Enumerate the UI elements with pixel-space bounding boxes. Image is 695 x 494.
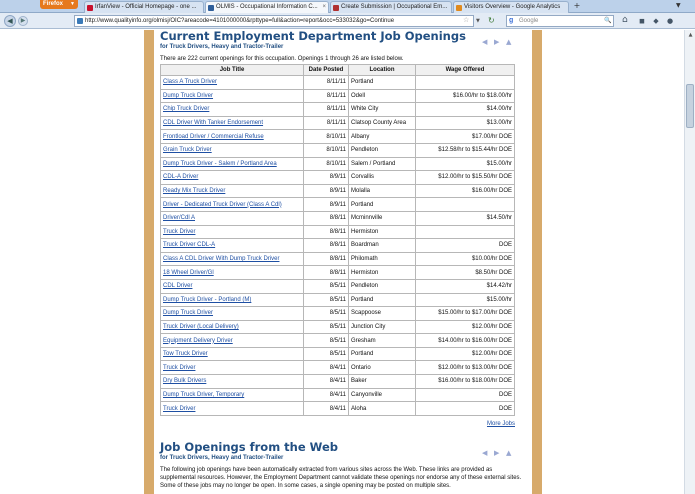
wage-offered: $10.00/hr DOE — [416, 252, 515, 266]
job-location: Pendleton — [349, 143, 416, 157]
job-title-link[interactable]: Driver - Dedicated Truck Driver (Class A Cdl) — [161, 198, 304, 212]
job-location: Scappoose — [349, 307, 416, 321]
back-button[interactable]: ◀ — [4, 15, 16, 27]
date-posted: 8/5/11 — [304, 347, 349, 361]
job-location: Portland — [349, 293, 416, 307]
job-location: Canyonville — [349, 388, 416, 402]
tab-google-analytics[interactable] — [453, 1, 569, 13]
wage-offered: $12.00/hr to $13.00/hr DOE — [416, 361, 515, 375]
date-posted: 8/8/11 — [304, 211, 349, 225]
job-openings-table — [160, 64, 515, 416]
date-posted: 8/5/11 — [304, 307, 349, 321]
page-viewport — [0, 30, 695, 494]
job-title-link[interactable]: Dump Truck Driver - Portland (M) — [161, 293, 304, 307]
wage-offered: $12.00/hr DOE — [416, 347, 515, 361]
job-location: Aloha — [349, 402, 416, 416]
job-title-link[interactable]: 18 Wheel Driver/Gl — [161, 266, 304, 280]
table-row — [161, 334, 515, 348]
job-title-link[interactable]: Class A CDL Driver With Dump Truck Driver — [161, 252, 304, 266]
irfanview-favicon-icon — [87, 5, 93, 11]
web-openings-intro: The following job openings have been automatically extracted from various sites across the Web. These links are provided as supplemental resources. However, the Employment Department cannot validate these openings nor endorse any of these external sites. Some of these jobs may no longer be open. In some cases, a single opening may be posted on multiple sites. — [160, 466, 522, 489]
table-row — [161, 279, 515, 293]
table-row — [161, 89, 515, 103]
date-posted: 8/8/11 — [304, 266, 349, 280]
job-title-link[interactable]: Dry Bulk Drivers — [161, 375, 304, 389]
table-row — [161, 143, 515, 157]
vertical-scrollbar[interactable] — [684, 30, 695, 494]
date-posted: 8/5/11 — [304, 293, 349, 307]
date-posted: 8/9/11 — [304, 198, 349, 212]
table-row — [161, 171, 515, 185]
job-title-link[interactable]: Dump Truck Driver — [161, 89, 304, 103]
table-row — [161, 252, 515, 266]
job-location: Molalla — [349, 184, 416, 198]
column-header: Location — [349, 65, 416, 76]
table-row — [161, 293, 515, 307]
job-location: White City — [349, 103, 416, 117]
openings-title: Current Employment Department Job Openings — [160, 30, 466, 43]
table-row — [161, 157, 515, 171]
addon-icon[interactable]: ● — [666, 17, 674, 25]
analytics-favicon-icon — [456, 5, 462, 11]
olmis-favicon-icon — [208, 5, 214, 11]
tab-create-submission[interactable] — [330, 1, 452, 13]
table-row — [161, 266, 515, 280]
next-page-icon[interactable]: ▶ — [494, 448, 500, 457]
url-bar[interactable] — [74, 15, 474, 27]
tab-bar — [0, 0, 695, 13]
addon-icon[interactable]: ◆ — [653, 17, 659, 25]
job-title-link[interactable]: Tow Truck Driver — [161, 347, 304, 361]
close-tab-icon[interactable]: × — [322, 4, 326, 10]
tab-title: Create Submission | Occupational Em... — [341, 4, 448, 10]
web-openings-title: Job Openings from the Web — [160, 439, 338, 454]
scroll-up-icon[interactable]: ▲ — [688, 32, 693, 38]
job-title-link[interactable]: Frontload Driver / Commercial Refuse — [161, 130, 304, 144]
tab-title: Visitors Overview - Google Analytics — [464, 4, 561, 10]
wage-offered: $17.00/hr DOE — [416, 130, 515, 144]
wage-offered: $15.00/hr — [416, 293, 515, 307]
job-location: Odell — [349, 89, 416, 103]
wage-offered: $14.00/hr — [416, 103, 515, 117]
job-location: Boardman — [349, 239, 416, 253]
job-location: Philomath — [349, 252, 416, 266]
main-content — [160, 30, 525, 490]
column-header: Date Posted — [304, 65, 349, 76]
job-location: Mcminnville — [349, 211, 416, 225]
date-posted: 8/5/11 — [304, 334, 349, 348]
table-row — [161, 198, 515, 212]
job-location: Corvallis — [349, 171, 416, 185]
wage-offered — [416, 198, 515, 212]
firefox-menu-label: Firefox — [43, 1, 64, 7]
wage-offered: $16.00/hr to $18.00/hr — [416, 89, 515, 103]
table-row — [161, 239, 515, 253]
job-title-link[interactable]: CDL Driver — [161, 279, 304, 293]
wage-offered — [416, 76, 515, 90]
date-posted: 8/4/11 — [304, 402, 349, 416]
new-tab-button[interactable]: + — [573, 1, 581, 10]
date-posted: 8/11/11 — [304, 103, 349, 117]
table-row — [161, 103, 515, 117]
job-title-link[interactable]: Truck Driver — [161, 361, 304, 375]
job-rows — [161, 76, 515, 416]
date-posted: 8/11/11 — [304, 76, 349, 90]
web-openings-section — [160, 441, 525, 490]
job-title-link[interactable]: Equipment Delivery Driver — [161, 334, 304, 348]
job-location: Baker — [349, 375, 416, 389]
tab-title: OLMIS - Occupational Information C... — [216, 4, 318, 10]
table-row — [161, 388, 515, 402]
reload-icon[interactable]: ↻ — [488, 16, 495, 25]
wage-offered: DOE — [416, 388, 515, 402]
job-title-link[interactable]: CDL Driver With Tanker Endorsement — [161, 116, 304, 130]
wage-offered — [416, 225, 515, 239]
job-location: Ontario — [349, 361, 416, 375]
table-row — [161, 211, 515, 225]
wage-offered: $16.00/hr DOE — [416, 184, 515, 198]
wage-offered: $15.00/hr to $17.00/hr DOE — [416, 307, 515, 321]
job-title-link[interactable]: Truck Driver — [161, 225, 304, 239]
date-posted: 8/10/11 — [304, 157, 349, 171]
column-header: Job Title — [161, 65, 304, 76]
column-header: Wage Offered — [416, 65, 515, 76]
tab-title: IrfanView - Official Homepage - one ... — [95, 4, 197, 10]
table-row — [161, 375, 515, 389]
drupal-favicon-icon — [333, 5, 339, 11]
next-page-icon[interactable]: ▶ — [494, 38, 500, 46]
web-openings-subtitle: for Truck Drivers, Heavy and Tractor-Trailer — [160, 454, 284, 461]
wage-offered: $16.00/hr to $18.00/hr DOE — [416, 375, 515, 389]
job-title-link[interactable]: CDL-A Driver — [161, 171, 304, 185]
job-title-link[interactable]: Dump Truck Driver - Salem / Portland Area — [161, 157, 304, 171]
list-tabs-icon[interactable]: ▼ — [676, 2, 681, 9]
date-posted: 8/8/11 — [304, 252, 349, 266]
wage-offered: $13.00/hr — [416, 116, 515, 130]
wage-offered: $14.42/hr — [416, 279, 515, 293]
job-location: Portland — [349, 198, 416, 212]
table-row — [161, 402, 515, 416]
url-history-dropdown-icon[interactable]: ▼ — [476, 18, 480, 24]
wage-offered: $8.50/hr DOE — [416, 266, 515, 280]
job-location: Albany — [349, 130, 416, 144]
forward-button[interactable]: ▶ — [18, 16, 28, 26]
date-posted: 8/10/11 — [304, 143, 349, 157]
chevron-down-icon: ▼ — [70, 1, 75, 7]
previous-page-icon[interactable]: ◀ — [482, 448, 488, 457]
google-engine-icon[interactable]: g — [509, 17, 514, 24]
job-title-link[interactable]: Truck Driver CDL-A — [161, 239, 304, 253]
table-row — [161, 347, 515, 361]
wage-offered: $15.00/hr — [416, 157, 515, 171]
table-row — [161, 184, 515, 198]
job-title-link[interactable]: Driver/Cdl A — [161, 211, 304, 225]
top-of-page-icon[interactable]: ▲ — [506, 448, 512, 457]
table-row — [161, 320, 515, 334]
job-location: Salem / Portland — [349, 157, 416, 171]
wage-offered: $14.00/hr to $16.00/hr DOE — [416, 334, 515, 348]
table-row — [161, 361, 515, 375]
job-location: Portland — [349, 76, 416, 90]
job-location: Pendleton — [349, 279, 416, 293]
scrollbar-thumb[interactable] — [686, 84, 694, 128]
job-title-link[interactable]: Chip Truck Driver — [161, 103, 304, 117]
site-identity-icon[interactable] — [77, 18, 83, 24]
search-placeholder: Google — [519, 18, 539, 24]
job-location: Clatsop County Area — [349, 116, 416, 130]
table-row — [161, 76, 515, 90]
date-posted: 8/4/11 — [304, 361, 349, 375]
date-posted: 8/8/11 — [304, 225, 349, 239]
tab-olmis[interactable] — [205, 1, 329, 13]
job-title-link[interactable]: Truck Driver — [161, 402, 304, 416]
search-input[interactable] — [506, 15, 614, 27]
job-title-link[interactable]: Dump Truck Driver, Temporary — [161, 388, 304, 402]
date-posted: 8/5/11 — [304, 279, 349, 293]
date-posted: 8/9/11 — [304, 184, 349, 198]
table-row — [161, 116, 515, 130]
job-location: Junction City — [349, 320, 416, 334]
previous-page-icon[interactable]: ◀ — [482, 38, 488, 46]
job-title-link[interactable]: Class A Truck Driver — [161, 76, 304, 90]
date-posted: 8/4/11 — [304, 388, 349, 402]
table-row — [161, 307, 515, 321]
home-icon[interactable]: ⌂ — [622, 15, 628, 25]
wage-offered: DOE — [416, 239, 515, 253]
wage-offered: $12.00/hr DOE — [416, 320, 515, 334]
table-row — [161, 225, 515, 239]
wage-offered: $14.50/hr — [416, 211, 515, 225]
url-text: http://www.qualityinfo.org/olmisj/OIC?areacode=4101000000&rpttype=full&action=report&occ=533032&go=Continue — [85, 18, 395, 24]
date-posted: 8/11/11 — [304, 116, 349, 130]
job-title-link[interactable]: Dump Truck Driver — [161, 307, 304, 321]
date-posted: 8/8/11 — [304, 239, 349, 253]
job-location: Gresham — [349, 334, 416, 348]
firefox-menu-button[interactable] — [40, 0, 78, 9]
bookmark-star-icon[interactable]: ☆ — [463, 16, 470, 24]
wage-offered: $12.00/hr to $15.50/hr DOE — [416, 171, 515, 185]
navigation-bar — [0, 13, 695, 29]
left-sidebar-border — [144, 30, 154, 494]
job-title-link[interactable]: Truck Driver (Local Delivery) — [161, 320, 304, 334]
right-sidebar-border — [532, 30, 542, 494]
top-of-page-icon[interactable]: ▲ — [506, 38, 512, 46]
more-jobs-link[interactable]: More Jobs — [486, 420, 515, 427]
wage-offered: $12.58/hr to $15.44/hr DOE — [416, 143, 515, 157]
date-posted: 8/10/11 — [304, 130, 349, 144]
table-header-row — [161, 65, 515, 76]
search-go-icon[interactable]: 🔍 — [604, 17, 612, 24]
wage-offered: DOE — [416, 402, 515, 416]
job-location: Hermiston — [349, 225, 416, 239]
date-posted: 8/9/11 — [304, 171, 349, 185]
date-posted: 8/4/11 — [304, 375, 349, 389]
table-row — [161, 130, 515, 144]
date-posted: 8/5/11 — [304, 320, 349, 334]
openings-intro: There are 222 current openings for this occupation. Openings 1 through 26 are listed below. — [160, 56, 404, 62]
openings-section — [160, 30, 525, 51]
job-location: Portland — [349, 347, 416, 361]
job-location: Hermiston — [349, 266, 416, 280]
tab-irfanview[interactable] — [84, 1, 204, 13]
date-posted: 8/11/11 — [304, 89, 349, 103]
addon-icon[interactable]: ◼ — [639, 17, 645, 25]
job-title-link[interactable]: Ready Mix Truck Driver — [161, 184, 304, 198]
openings-subtitle: for Truck Drivers, Heavy and Tractor-Trailer — [160, 44, 284, 50]
job-title-link[interactable]: Grain Truck Driver — [161, 143, 304, 157]
